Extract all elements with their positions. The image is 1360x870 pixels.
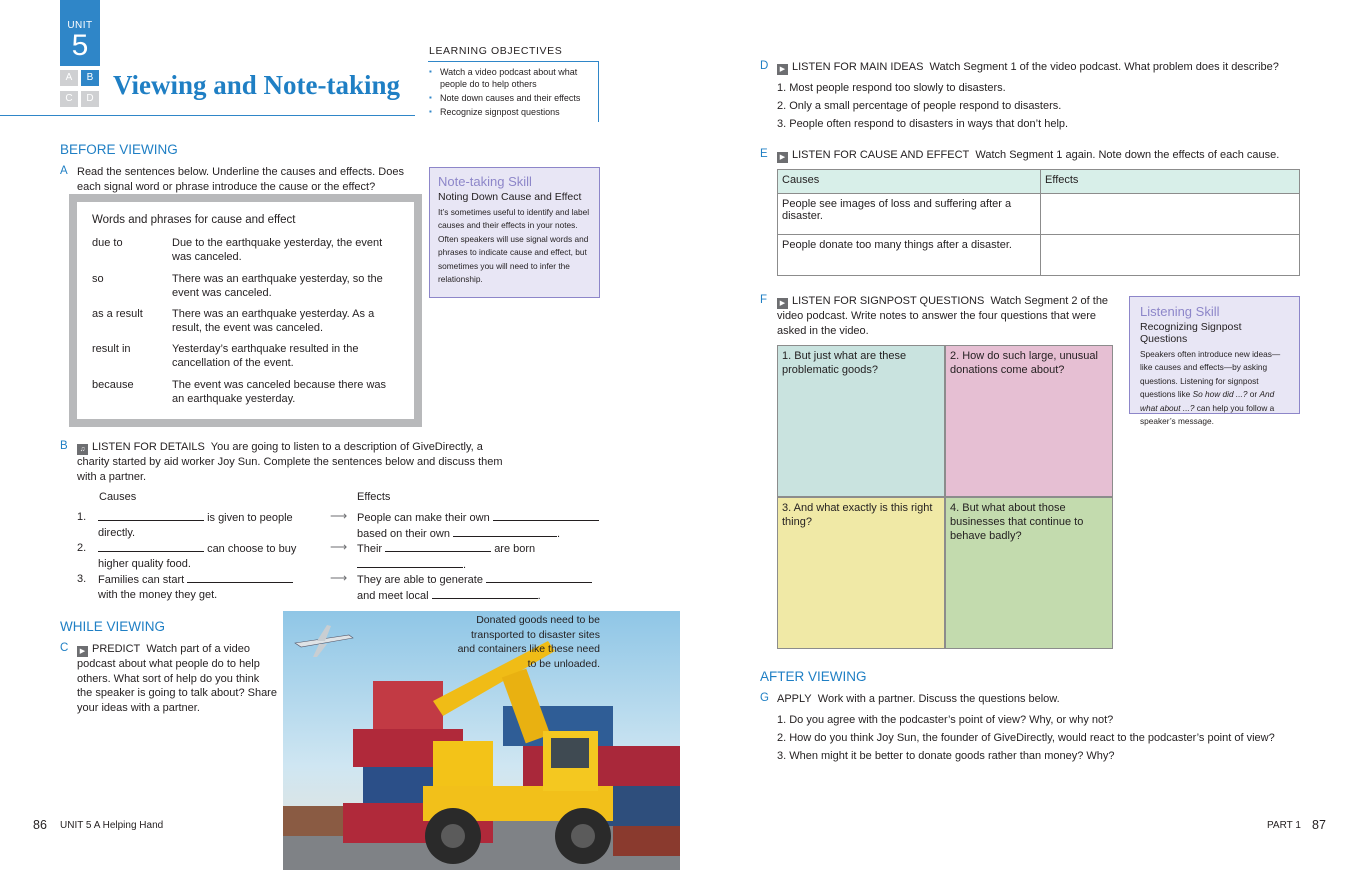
notes-quadrant-3[interactable]: 3. And what exactly is this right thing? [777,497,945,649]
table-answer-cell[interactable] [1041,194,1300,235]
section-b-text: You are going to listen to a description of GiveDirectly, a charity started by aid worker Joy Sun. Complete the sentences below and discuss them with a partner. [77,441,503,483]
page-title: Viewing and Note-taking [113,70,401,100]
section-d-text: Watch Segment 1 of the video podcast. What problem does it describe? [929,61,1279,73]
cause-text: directly. [98,526,136,539]
headphones-icon[interactable]: ♫ [77,444,88,455]
item-number: 3. [77,573,87,585]
arrow-right-icon: ⟶ [330,571,348,585]
section-e-text: Watch Segment 1 again. Note down the effects of each cause. [975,149,1280,161]
skill-subheading: Noting Down Cause and Effect [438,191,582,203]
play-video-icon[interactable]: ▶ [777,152,788,163]
after-viewing-heading: AFTER VIEWING [760,669,867,684]
section-e-instructions [777,148,1317,163]
discussion-question: 3. When might it be better to donate goods rather than money? Why? [777,750,1115,762]
signal-example: Yesterday’s earthquake resulted in the cancellation of the event. [172,343,359,369]
effect-sentence: They are able to generate and meet local . [357,572,602,603]
page-number-right: 87 [1312,818,1326,832]
section-f-letter: F [760,294,768,306]
skill-text [1140,348,1289,428]
signal-term: so [92,273,104,285]
lesson-square-d: D [81,91,99,107]
unit-number: 5 [71,29,89,62]
signal-example: Due to the earthquake yesterday, the event was canceled. [172,237,383,263]
discussion-question: 1. Do you agree with the podcaster’s point of view? Why, or why not? [777,714,1114,726]
answer-option[interactable]: 3. People often respond to disasters in ways that don’t help. [777,118,1069,130]
while-viewing-heading: WHILE VIEWING [60,619,166,634]
skill-text-part: can help you follow a speaker’s message. [1140,402,1275,427]
section-d-label: LISTEN FOR MAIN IDEAS [792,61,924,73]
causes-heading: Causes [99,491,137,503]
section-a-letter: A [60,165,68,177]
effect-sentence: Their are born . [357,543,536,571]
section-c-instructions [77,642,277,715]
section-g-label: APPLY [777,693,812,705]
section-c-letter: C [60,642,69,654]
cause-effect-words-box [69,194,422,427]
section-a-instructions: Read the sentences below. Underline the causes and effects. Does each signal word or phrase introduce the cause or the effect? [77,166,404,193]
notes-quadrant-4[interactable]: 4. But what about those businesses that continue to behave badly? [945,497,1113,649]
cause-text: higher quality food. [98,557,191,570]
section-g-letter: G [760,692,769,704]
fill-blank[interactable] [98,541,204,552]
signal-term: as a result [92,308,143,320]
effects-heading: Effects [357,491,391,503]
cause-text: Families can start [98,574,185,586]
skill-text-italic: And what about ...? [1140,389,1275,413]
table-cell: People donate too many things after a disaster. [778,235,1041,276]
notes-quadrant-2[interactable]: 2. How do such large, unusual donations come about? [945,345,1113,497]
section-f-text: Watch Segment 2 of the video podcast. Write notes to answer the four questions that were asked in the video. [777,295,1109,337]
table-header-cell: Causes [778,170,1041,194]
fill-blank[interactable] [187,572,293,583]
footer-unit-title: UNIT 5 A Helping Hand [60,820,164,831]
effect-sentence: People can make their own based on their own . [357,510,602,541]
objective-item: ▪ Note down causes and their effects [428,92,594,104]
table-header-cell: Effects [1041,170,1300,194]
page-number-left: 86 [33,818,47,832]
skill-heading: Note-taking Skill [438,174,532,189]
footer-part-label: PART 1 [1267,820,1301,831]
fill-blank[interactable] [357,557,463,568]
section-c-label: PREDICT [92,643,141,655]
before-viewing-heading: BEFORE VIEWING [60,142,178,157]
skill-text-part: or [1247,389,1260,400]
objectives-box [428,61,599,122]
cause-sentence [98,510,323,540]
title-rule [0,115,415,116]
table-cell: People see images of loss and suffering after a disaster. [778,194,1041,235]
item-number: 1. [77,511,87,523]
fill-blank[interactable] [98,510,204,521]
fill-blank[interactable] [493,510,599,521]
listening-skill-box [1129,296,1300,427]
cause-effect-table [777,169,1300,276]
section-d-letter: D [760,60,769,72]
cause-text: can choose to buy [207,543,297,555]
cause-sentence [98,572,323,602]
effect-text: and meet local [357,589,429,602]
fill-blank[interactable] [385,541,491,552]
section-b-label: LISTEN FOR DETAILS [92,441,205,453]
section-c-text: Watch part of a video podcast about what people do to help others. What sort of help do you think the speaker is going to talk about? Share your ideas with a partner. [77,643,277,714]
unit-tab [60,0,100,66]
section-e-letter: E [760,148,768,160]
section-g-text: Work with a partner. Discuss the questions below. [817,693,1060,705]
cause-text: with the money they get. [98,588,218,601]
lesson-square-a: A [60,70,78,86]
answer-option[interactable]: 1. Most people respond too slowly to disasters. [777,82,1006,94]
section-g-instructions [777,692,1317,707]
section-b-instructions [77,440,507,484]
table-header-row [778,170,1300,194]
section-d-instructions [777,60,1317,75]
objectives-heading: LEARNING OBJECTIVES [429,45,563,57]
discussion-question: 2. How do you think Joy Sun, the founder of GiveDirectly, would react to the podcaster’s point of view? [777,732,1275,744]
cause-text: is given to people [207,512,293,524]
section-e-label: LISTEN FOR CAUSE AND EFFECT [792,149,970,161]
signal-term: due to [92,237,123,249]
play-video-icon[interactable]: ▶ [777,298,788,309]
unit-label: UNIT [67,20,93,31]
effect-text: are born [494,543,536,555]
effect-text: based on their own [357,527,450,540]
section-f-instructions [777,294,1122,338]
lesson-square-b: B [81,70,99,86]
objective-item: ▪ Recognize signpost questions [428,106,594,118]
skill-subheading: Recognizing Signpost Questions [1140,321,1242,345]
words-box-title: Words and phrases for cause and effect [92,214,296,226]
signal-example: There was an earthquake yesterday. As a result, the event was canceled. [172,308,375,334]
effect-text: Their [357,543,383,555]
effect-text: People can make their own [357,512,490,524]
photo-caption: Donated goods need to be transported to disaster sites and containers like these need to be unloaded. [457,614,600,670]
answer-option[interactable]: 2. Only a small percentage of people respond to disasters. [777,100,1062,112]
skill-text: It’s sometimes useful to identify and label causes and their effects in your notes. Often speakers will use signal words and phrases to indicate cause and effect, but sometimes you will need to infer the relationship. [438,207,590,285]
table-answer-cell[interactable] [1041,235,1300,276]
play-video-icon[interactable]: ▶ [77,646,88,657]
skill-heading: Listening Skill [1140,304,1220,319]
notes-quadrant-1[interactable]: 1. But just what are these problematic goods? [777,345,945,497]
play-video-icon[interactable]: ▶ [777,64,788,75]
signal-example: The event was canceled because there was an earthquake yesterday. [172,379,387,405]
fill-blank[interactable] [486,572,592,583]
signal-example: There was an earthquake yesterday, so the event was canceled. [172,273,383,299]
arrow-right-icon: ⟶ [330,509,348,523]
table-row [778,194,1300,235]
objective-item: ▪ Watch a video podcast about what people do to help others [428,66,594,90]
section-f-label: LISTEN FOR SIGNPOST QUESTIONS [792,295,985,307]
section-b-letter: B [60,440,68,452]
cause-sentence [98,541,323,571]
signal-term: result in [92,343,131,355]
signal-term: because [92,379,134,391]
item-number: 2. [77,542,87,554]
lesson-square-c: C [60,91,78,107]
skill-text-part: Speakers often introduce new ideas—like causes and effects—by asking questions. Listening for signpost questions like [1140,349,1281,400]
fill-blank[interactable] [453,526,557,537]
fill-blank[interactable] [432,588,538,599]
table-row [778,235,1300,276]
skill-text-italic: So how did ...? [1192,389,1248,400]
effect-text: They are able to generate [357,574,483,586]
note-taking-skill-box [429,167,600,298]
arrow-right-icon: ⟶ [330,540,348,554]
